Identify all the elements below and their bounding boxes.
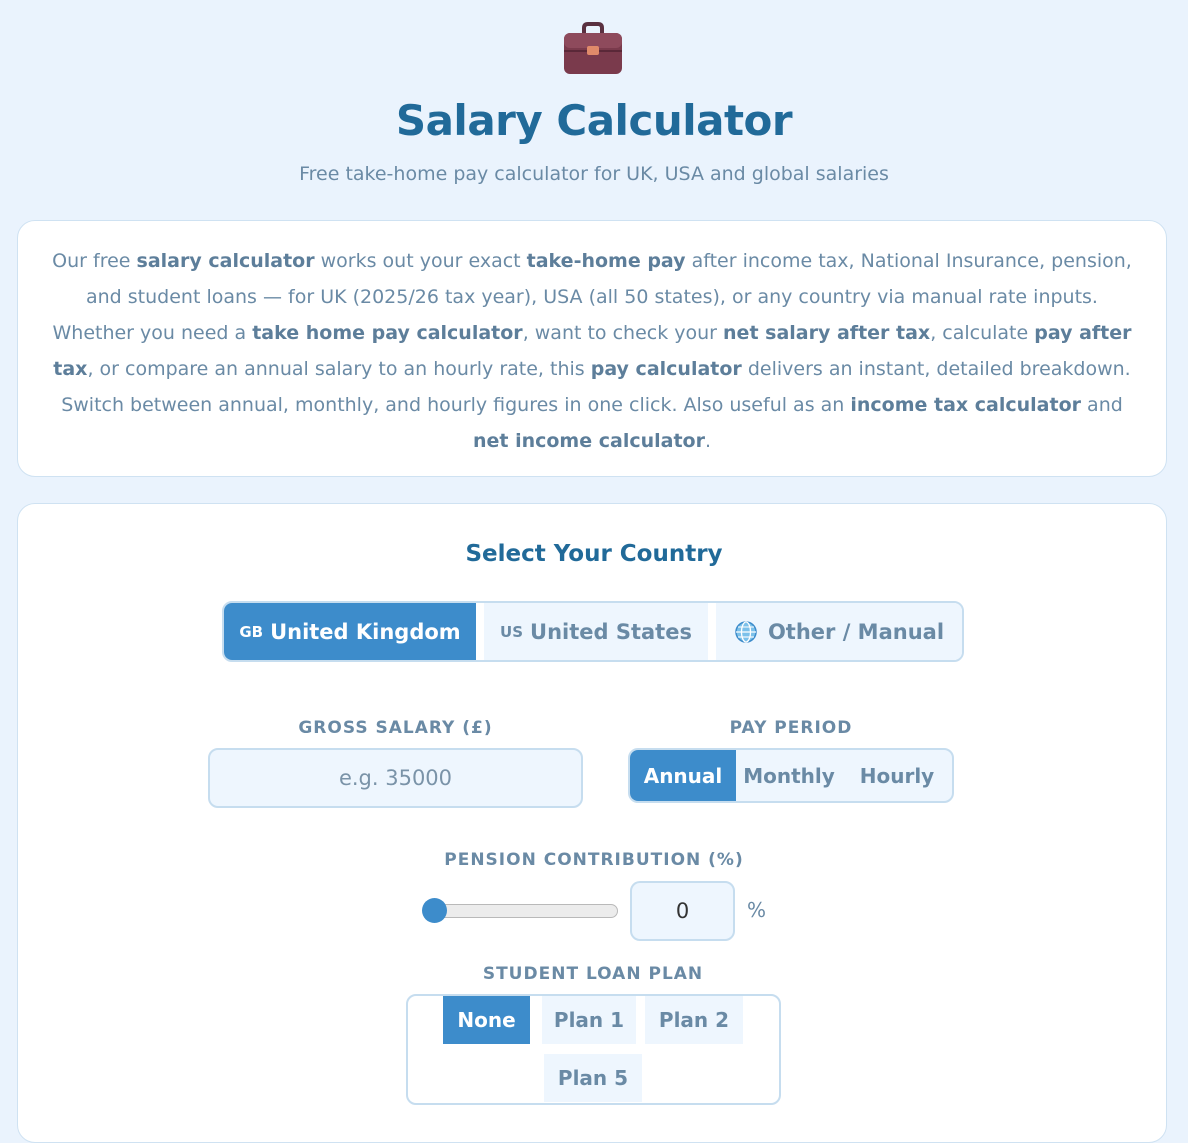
country-section-title: Select Your Country <box>465 541 723 567</box>
intro-text-segment: delivers an instant, detailed breakdown. Switch between annual, monthly, and hourly figures in one click. Also useful as an <box>61 358 1131 416</box>
intro-keyword: income tax calculator <box>850 394 1082 416</box>
pension-input[interactable] <box>630 881 735 941</box>
pension-label: PENSION CONTRIBUTION (%) <box>444 850 744 870</box>
student-loan-plan-1[interactable]: Plan 1 <box>542 996 636 1044</box>
pay-period-monthly[interactable]: Monthly <box>743 763 835 788</box>
us-flag-icon: US <box>500 622 524 641</box>
globe-icon <box>734 620 758 644</box>
student-loan-label: STUDENT LOAN PLAN <box>482 964 704 984</box>
gross-salary-label: GROSS SALARY (£) <box>298 718 493 738</box>
country-selector <box>222 601 964 662</box>
pay-period-annual[interactable]: Annual <box>630 750 736 801</box>
page-title: Salary Calculator <box>395 96 793 145</box>
intro-keyword: pay after tax <box>53 322 1132 380</box>
pay-period-hourly[interactable]: Hourly <box>859 763 935 788</box>
intro-keyword: take-home pay <box>526 250 686 272</box>
country-option-label: Other / Manual <box>767 619 945 644</box>
pension-unit: % <box>747 898 767 922</box>
country-option-label: United States <box>530 619 692 644</box>
page-subtitle: Free take-home pay calculator for UK, USA and global salaries <box>299 163 889 185</box>
intro-text-segment: works out your exact <box>314 250 527 272</box>
intro-keyword: pay calculator <box>590 358 742 380</box>
intro-text-segment: and <box>1081 394 1123 416</box>
intro-text-segment: Our free <box>52 250 137 272</box>
intro-text-segment: after income tax, National Insurance, pension, and student loans — for UK (2025/26 tax year), USA (all 50 states), or any country via manual rate inputs. Whether you need a <box>52 250 1132 344</box>
student-loan-plan-5[interactable]: Plan 5 <box>544 1054 642 1102</box>
intro-text-segment: . <box>704 430 712 452</box>
intro-text-segment: , want to check your <box>522 322 724 344</box>
pension-slider-thumb[interactable] <box>422 898 447 923</box>
intro-card <box>17 220 1167 477</box>
pay-period-label: PAY PERIOD <box>729 718 853 738</box>
pension-slider[interactable] <box>423 904 618 918</box>
student-loan-plan-2[interactable]: Plan 2 <box>645 996 743 1044</box>
country-option-other[interactable] <box>716 603 962 660</box>
intro-keyword: net salary after tax <box>723 322 931 344</box>
student-loan-selector <box>406 994 781 1105</box>
student-loan-none[interactable]: None <box>443 996 530 1044</box>
country-option-us[interactable] <box>484 603 708 660</box>
intro-keyword: take home pay calculator <box>252 322 523 344</box>
pay-period-selector <box>628 748 954 803</box>
intro-keyword: net income calculator <box>472 430 705 452</box>
intro-text-segment: , calculate <box>930 322 1035 344</box>
intro-text-segment: , or compare an annual salary to an hourly rate, this <box>87 358 591 380</box>
country-option-uk[interactable] <box>224 603 476 660</box>
gross-salary-input[interactable] <box>208 748 583 808</box>
briefcase-icon <box>562 22 624 76</box>
intro-keyword: salary calculator <box>136 250 315 272</box>
country-option-label: United Kingdom <box>270 619 461 644</box>
intro-text <box>52 250 1132 452</box>
gb-flag-icon: GB <box>239 622 264 641</box>
